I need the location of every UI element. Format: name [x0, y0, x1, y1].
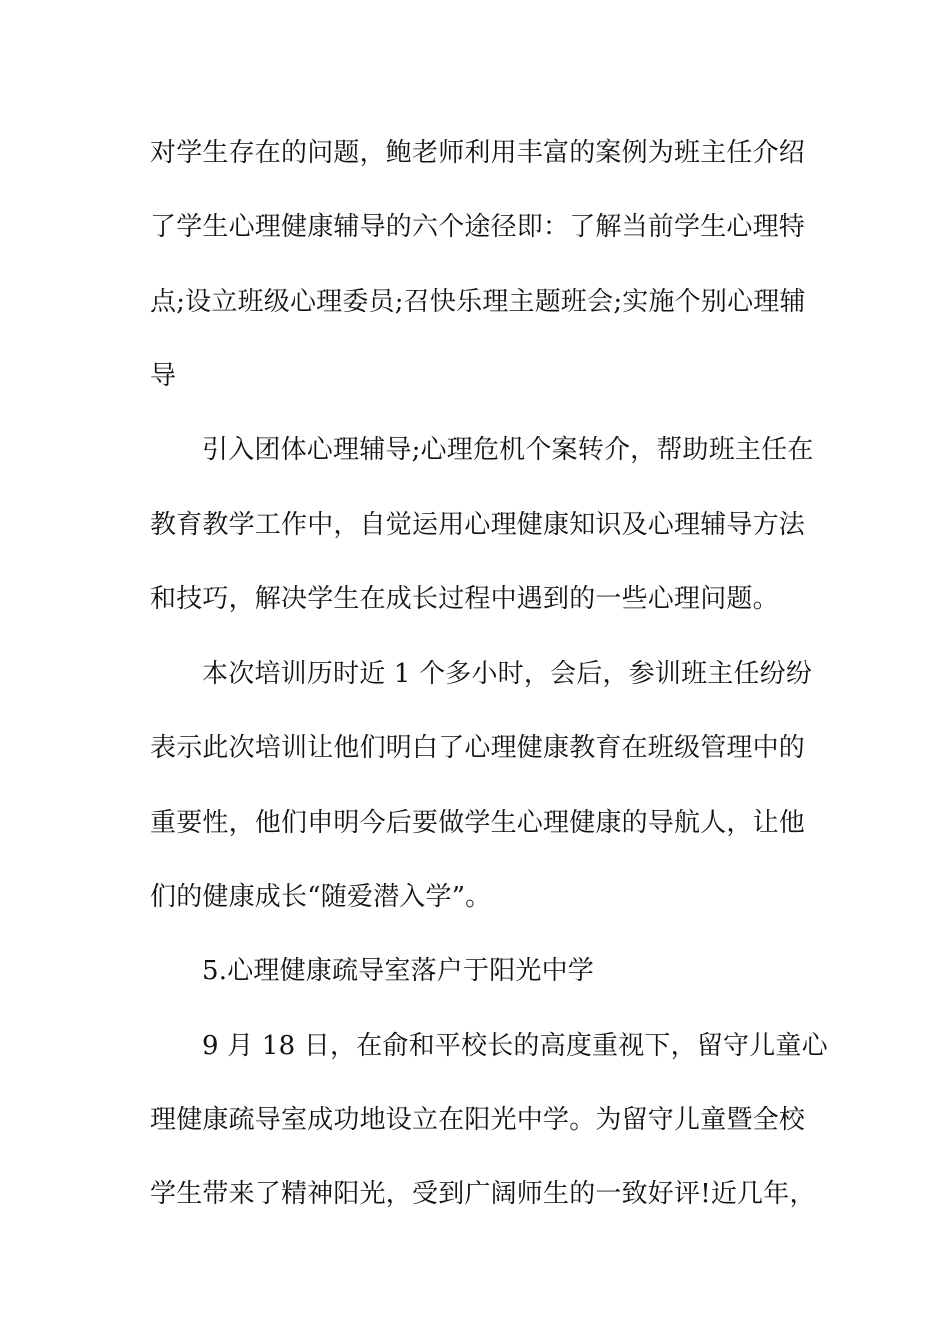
- text-line: 教育教学工作中，自觉运用心理健康知识及心理辅导方法: [150, 510, 806, 540]
- text-line: 9 月 18 日，在俞和平校长的高度重视下，留守儿童心: [202, 1031, 828, 1061]
- text-line: 引入团体心理辅导;心理危机个案转介，帮助班主任在: [202, 435, 814, 465]
- text-line: 理健康疏导室成功地设立在阳光中学。为留守儿童暨全校: [150, 1105, 806, 1135]
- text-line: 和技巧，解决学生在成长过程中遇到的一些心理问题。: [150, 584, 779, 614]
- text-line: 了学生心理健康辅导的六个途径即：了解当前学生心理特: [150, 212, 806, 242]
- text-line: 本次培训历时近 1 个多小时，会后，参训班主任纷纷: [202, 659, 813, 689]
- text-line: 导: [150, 361, 177, 391]
- text-line: 对学生存在的问题，鲍老师利用丰富的案例为班主任介绍: [150, 138, 806, 168]
- section-heading: 5.心理健康疏导室落户于阳光中学: [202, 956, 595, 986]
- text-line: 学生带来了精神阳光，受到广阔师生的一致好评!近几年，: [150, 1179, 816, 1209]
- text-line: 点;设立班级心理委员;召快乐理主题班会;实施个别心理辅: [150, 287, 806, 317]
- text-line: 重要性，他们申明今后要做学生心理健康的导航人，让他: [150, 808, 806, 838]
- text-line: 表示此次培训让他们明白了心理健康教育在班级管理中的: [150, 733, 806, 763]
- text-line: 们的健康成长“随爱潜入学”。: [150, 882, 492, 912]
